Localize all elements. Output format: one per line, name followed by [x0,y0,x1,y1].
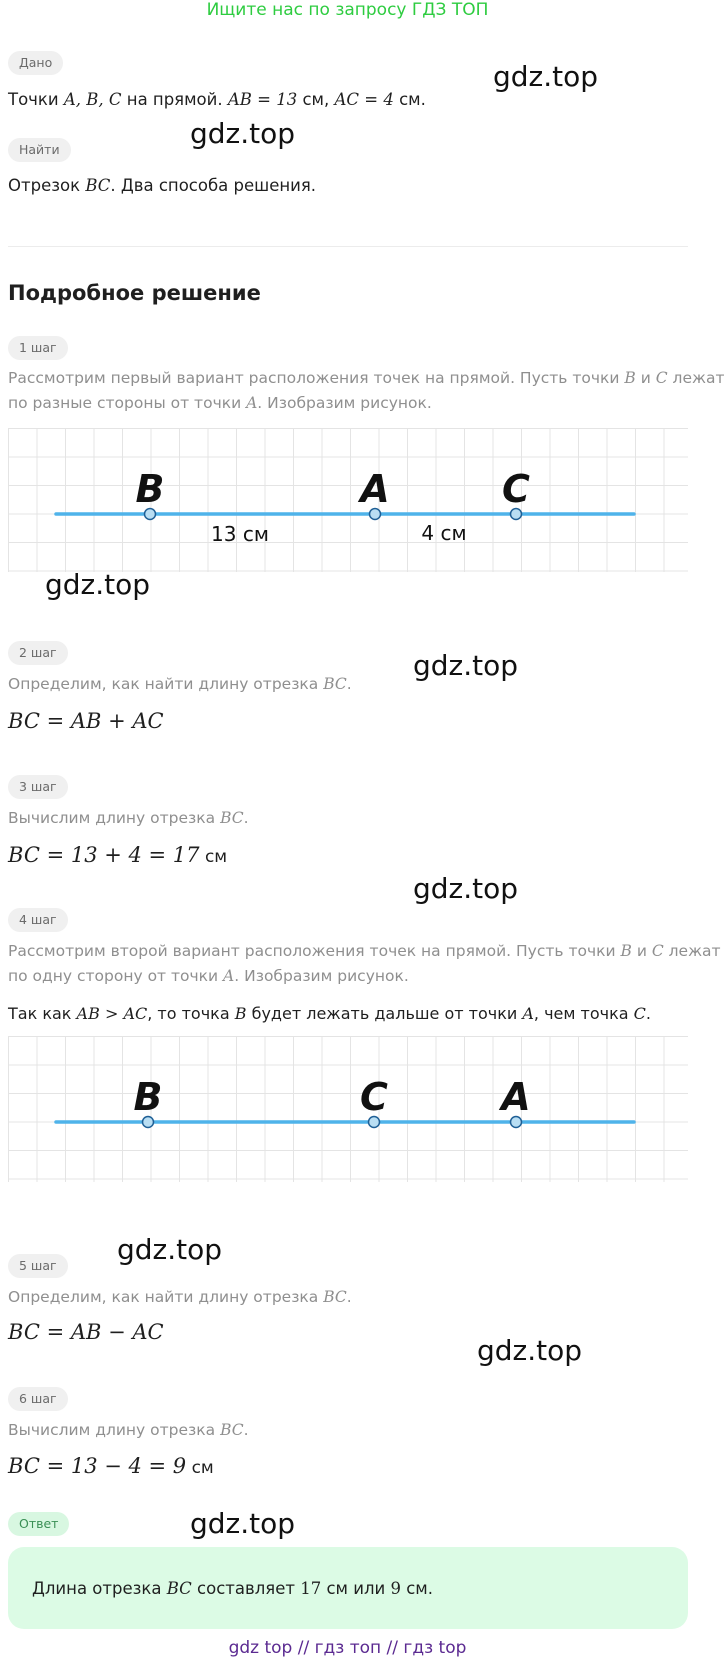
given-text [8,90,426,109]
text-part: Вычислим длину отрезка [8,1421,221,1439]
find-segment: BC [85,176,111,195]
watermark: gdz.top [117,1233,223,1266]
step1-badge-wrap [8,336,68,360]
find-text-part: Отрезок [8,176,86,195]
text-part: см или [321,1578,391,1598]
segment-ref: BC [166,1578,192,1598]
text-part: лежат [663,942,721,960]
point-ref: B [620,942,632,960]
given-section [8,51,63,75]
step6-badge-wrap [8,1387,68,1411]
comparison: AB > AC [76,1004,148,1023]
figure1 [8,428,688,572]
step1-badge: 1 шаг [8,336,68,360]
text-part: . Изобразим рисунок. [234,967,409,985]
formula-unit: см [199,847,228,867]
top-banner[interactable]: Ищите нас по запросу ГДЗ ТОП [206,0,489,20]
watermark: gdz.top [413,872,519,905]
step1-line1 [8,366,724,391]
figure2-label-a: A [501,1075,531,1119]
figure2-label-b: B [133,1075,163,1119]
find-text [8,176,316,195]
figure1-label-b: B [135,467,165,511]
step2-formula [8,709,164,733]
text-part: составляет [191,1578,301,1598]
text-part: , чем точка [533,1004,634,1023]
given-unit: см, [297,90,335,109]
text-part: . [243,1421,249,1439]
segment-ref: BC [323,1288,347,1306]
point-ref: C [633,1004,646,1023]
text-part: по разные стороны от точки [8,394,247,412]
formula: BC = 13 + 4 = 17 [8,843,200,867]
step4-line2 [8,964,721,989]
watermark: gdz.top [413,649,519,682]
answer-value-2: 9 [390,1578,401,1598]
text-part: . [243,809,249,827]
point-ref: A [522,1004,534,1023]
answer-badge-wrap [8,1512,69,1536]
text-part: . [645,1004,651,1023]
solution-title: Подробное решение [8,281,261,305]
point-ref: A [246,394,258,412]
text-part: Так как [8,1004,77,1023]
segment-ref: BC [220,1421,244,1439]
segment-ref: BC [323,675,347,693]
step2-badge: 2 шаг [8,641,68,665]
step3-formula [8,843,227,867]
figure1-segment-ac: 4 см [421,521,467,545]
given-ac: AC = 4 [334,90,394,109]
given-text-part: Точки [8,90,59,109]
point-ref: C [655,369,668,387]
step1-line2 [8,391,724,416]
watermark: gdz.top [45,568,151,601]
given-unit: см. [393,90,426,109]
text-part: Рассмотрим второй вариант расположения точек на прямой. Пусть точки [8,942,621,960]
text-part: Вычислим длину отрезка [8,809,221,827]
point-ref: C [651,942,664,960]
figure2 [8,1036,688,1182]
footer-links[interactable]: gdz top // гдз топ // гдз top [228,1638,467,1658]
text-part: , то точка [147,1004,235,1023]
text-part: лежат [667,369,724,387]
step5-badge-wrap [8,1254,68,1278]
section-divider [8,246,688,247]
watermark: gdz.top [190,1507,296,1540]
answer-text [32,1579,433,1598]
given-badge: Дано [8,51,63,75]
step6-text [8,1418,249,1443]
watermark: gdz.top [493,60,599,93]
answer-value-1: 17 [300,1578,322,1598]
formula-unit: см [186,1458,214,1478]
answer-box [8,1547,688,1629]
text-part: см. [400,1578,433,1598]
given-points: A, B, C [63,90,122,109]
figure2-grid [8,1036,688,1182]
step3-badge: 3 шаг [8,775,68,799]
figure1-label-c: C [502,467,530,511]
answer-badge: Ответ [8,1512,69,1536]
point-ref: A [223,967,235,985]
text-part: по одну сторону от точки [8,967,224,985]
figure1-label-a: A [360,467,390,511]
watermark: gdz.top [477,1334,583,1367]
step4-reason [8,1004,651,1023]
text-part: Длина отрезка [32,1578,167,1598]
step6-formula [8,1454,214,1478]
step5-text [8,1285,352,1310]
formula: BC = AB − AC [8,1320,164,1344]
formula: BC = 13 − 4 = 9 [8,1454,187,1478]
find-text-part: . Два способа решения. [110,176,317,195]
text-part: и [631,942,652,960]
step3-badge-wrap [8,775,68,799]
step4-line1 [8,939,721,964]
text-part: . [346,675,352,693]
text-part: Определим, как найти длину отрезка [8,675,324,693]
text-part: Определим, как найти длину отрезка [8,1288,324,1306]
step1-text [8,366,724,416]
figure1-grid [8,428,688,572]
step2-text [8,672,352,697]
text-part: будет лежать дальше от точки [246,1004,523,1023]
figure2-label-c: C [360,1075,388,1119]
step2-badge-wrap [8,641,68,665]
text-part: Рассмотрим первый вариант расположения точек на прямой. Пусть точки [8,369,625,387]
step4-badge-wrap [8,908,68,932]
find-badge: Найти [8,138,71,162]
figure1-segment-ba: 13 см [211,522,269,546]
segment-ref: BC [220,809,244,827]
point-ref: B [624,369,636,387]
text-part: . [346,1288,352,1306]
find-section [8,138,71,162]
text-part: и [635,369,656,387]
point-ref: B [234,1004,247,1023]
step5-formula [8,1320,164,1344]
step4-text [8,939,721,989]
formula: BC = AB + AC [8,709,164,733]
given-text-part: на прямой. [121,90,228,109]
step4-badge: 4 шаг [8,908,68,932]
watermark: gdz.top [190,117,296,150]
text-part: . Изобразим рисунок. [257,394,432,412]
step3-text [8,806,249,831]
given-ab: AB = 13 [227,90,298,109]
step6-badge: 6 шаг [8,1387,68,1411]
step5-badge: 5 шаг [8,1254,68,1278]
